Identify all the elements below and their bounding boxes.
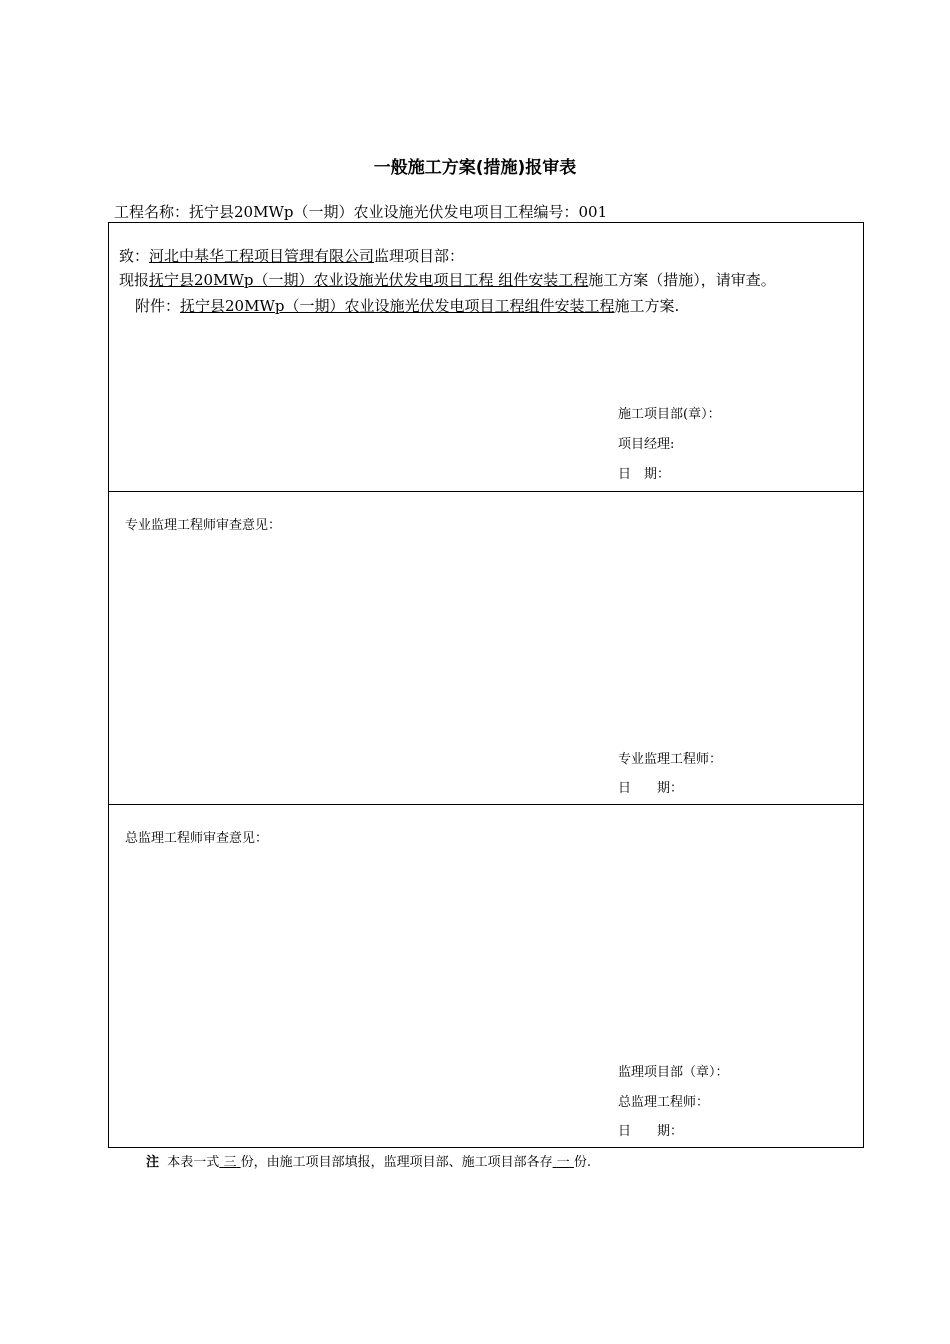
project-manager-sign: 项目经理: bbox=[618, 437, 675, 452]
to-suffix: 监理项目部： bbox=[374, 247, 465, 265]
specialist-engineer-sign: 专业监理工程师： bbox=[618, 752, 723, 767]
note-text-a: 本表一式 bbox=[167, 1155, 220, 1170]
chief-date: 日 期： bbox=[618, 1124, 684, 1139]
specialist-review-section bbox=[109, 492, 863, 805]
code-value: 001 bbox=[578, 203, 608, 221]
note-text-c: 份. bbox=[573, 1155, 592, 1170]
chief-review-section bbox=[109, 805, 863, 1147]
copies-count-b: 一 bbox=[556, 1155, 570, 1170]
note-label: 注 bbox=[146, 1155, 160, 1170]
report-project: 抚宁县20MWp（一期）农业设施光伏发电项目工程 组件安装工程 bbox=[149, 271, 589, 289]
to-prefix: 致： bbox=[119, 247, 150, 265]
copies-count-a: 三 bbox=[223, 1155, 237, 1170]
project-name: 抚宁县20MWp（一期）农业设施光伏发电项目 bbox=[189, 203, 504, 221]
attachment-line bbox=[135, 295, 679, 316]
project-header bbox=[114, 201, 607, 222]
specialist-opinion-heading: 专业监理工程师审查意见： bbox=[125, 518, 282, 533]
report-line bbox=[119, 269, 776, 290]
construction-dept-seal: 施工项目部(章）： bbox=[618, 407, 721, 422]
attach-prefix: 附件： bbox=[135, 297, 181, 315]
chief-engineer-sign: 总监理工程师： bbox=[618, 1095, 710, 1110]
report-prefix: 现报 bbox=[119, 271, 150, 289]
submission-date: 日 期： bbox=[618, 467, 671, 482]
specialist-date: 日 期： bbox=[618, 781, 684, 796]
addressee-line bbox=[119, 245, 464, 266]
code-label: 工程编号： bbox=[503, 203, 579, 221]
supervisor-company: 河北中基华工程项目管理有限公司 bbox=[149, 247, 375, 265]
review-form-table bbox=[108, 222, 864, 1148]
report-suffix: 施工方案（措施），请审查。 bbox=[588, 271, 776, 289]
attach-item: 抚宁县20MWp（一期）农业设施光伏发电项目工程组件安装工程 bbox=[180, 297, 615, 315]
submission-section bbox=[109, 223, 863, 492]
attach-suffix: 施工方案. bbox=[614, 297, 680, 315]
project-label: 工程名称： bbox=[114, 203, 190, 221]
note-text-b: 份，由施工项目部填报，监理项目部、施工项目部各存 bbox=[240, 1155, 553, 1170]
chief-opinion-heading: 总监理工程师审查意见： bbox=[125, 831, 269, 846]
footnote bbox=[146, 1151, 591, 1170]
form-title: 一般施工方案(措施)报审表 bbox=[373, 158, 577, 178]
supervision-dept-seal: 监理项目部（章）： bbox=[618, 1065, 729, 1080]
